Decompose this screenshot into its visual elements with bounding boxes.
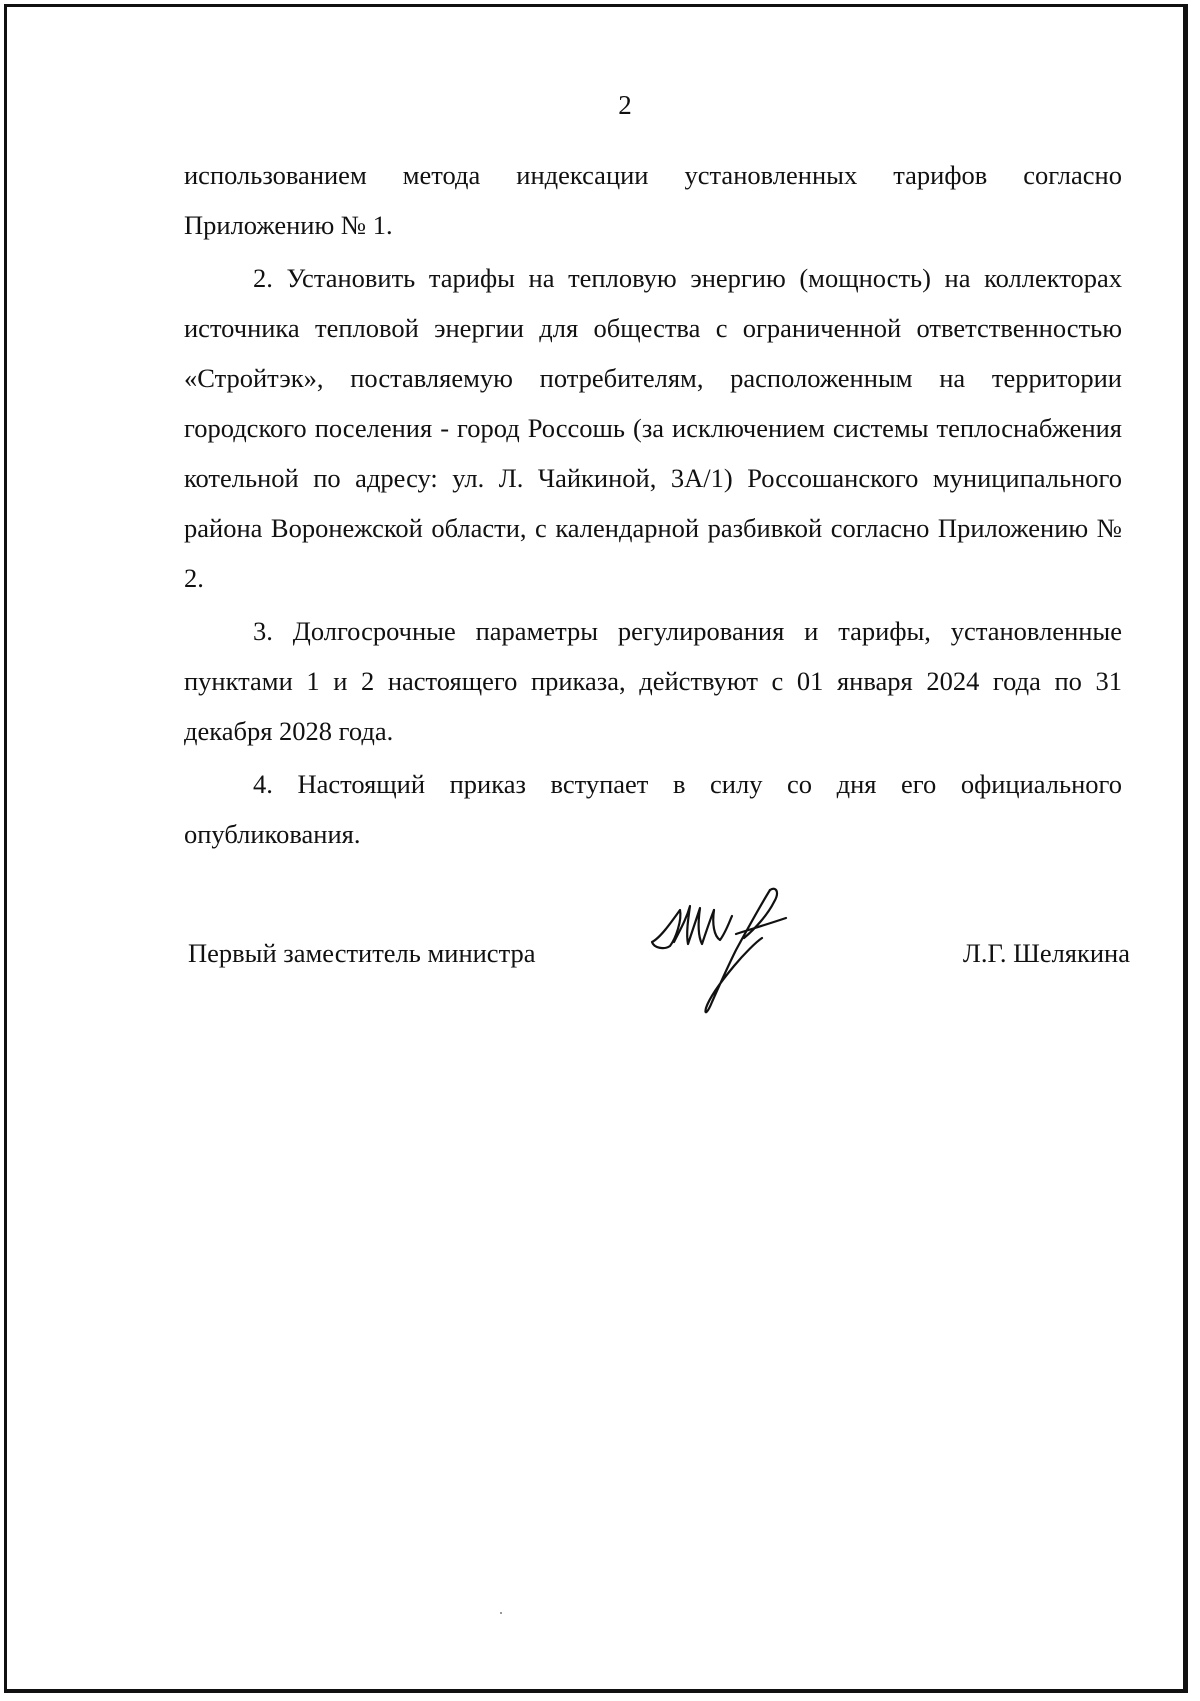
paragraph-continuation: использованием метода индексации установленных тарифов согласно Приложению № 1. [184, 160, 1122, 240]
page-number: 2 [618, 90, 632, 120]
scan-speck [500, 1612, 502, 1614]
signer-title: Первый заместитель министра [188, 938, 536, 968]
document-body [184, 150, 1122, 859]
paragraph-item-3: 3. Долгосрочные параметры регулирования и тарифы, установленные пунктами 1 и 2 настоящего приказа, действуют с 01 января 2024 года по 31 декабря 2028 года. [184, 616, 1122, 746]
paragraph-item-4: 4. Настоящий приказ вступает в силу со дня его официального опубликования. [184, 769, 1122, 849]
signer-name: Л.Г. Шелякина [962, 938, 1130, 968]
paragraph-item-2: 2. Установить тарифы на тепловую энергию (мощность) на коллекторах источника тепловой энергии для общества с ограниченной ответственностью «Стройтэк», поставляемую потребителям, расположенным на территории городского поселения - город Россошь (за исключением системы теплоснабжения котельной по адресу: ул. Л. Чайкиной, 3А/1) Россошанского муниципального района Воронежской области, с календарной разбивкой согласно Приложению № 2. [184, 263, 1122, 593]
handwritten-signature [640, 880, 800, 1020]
